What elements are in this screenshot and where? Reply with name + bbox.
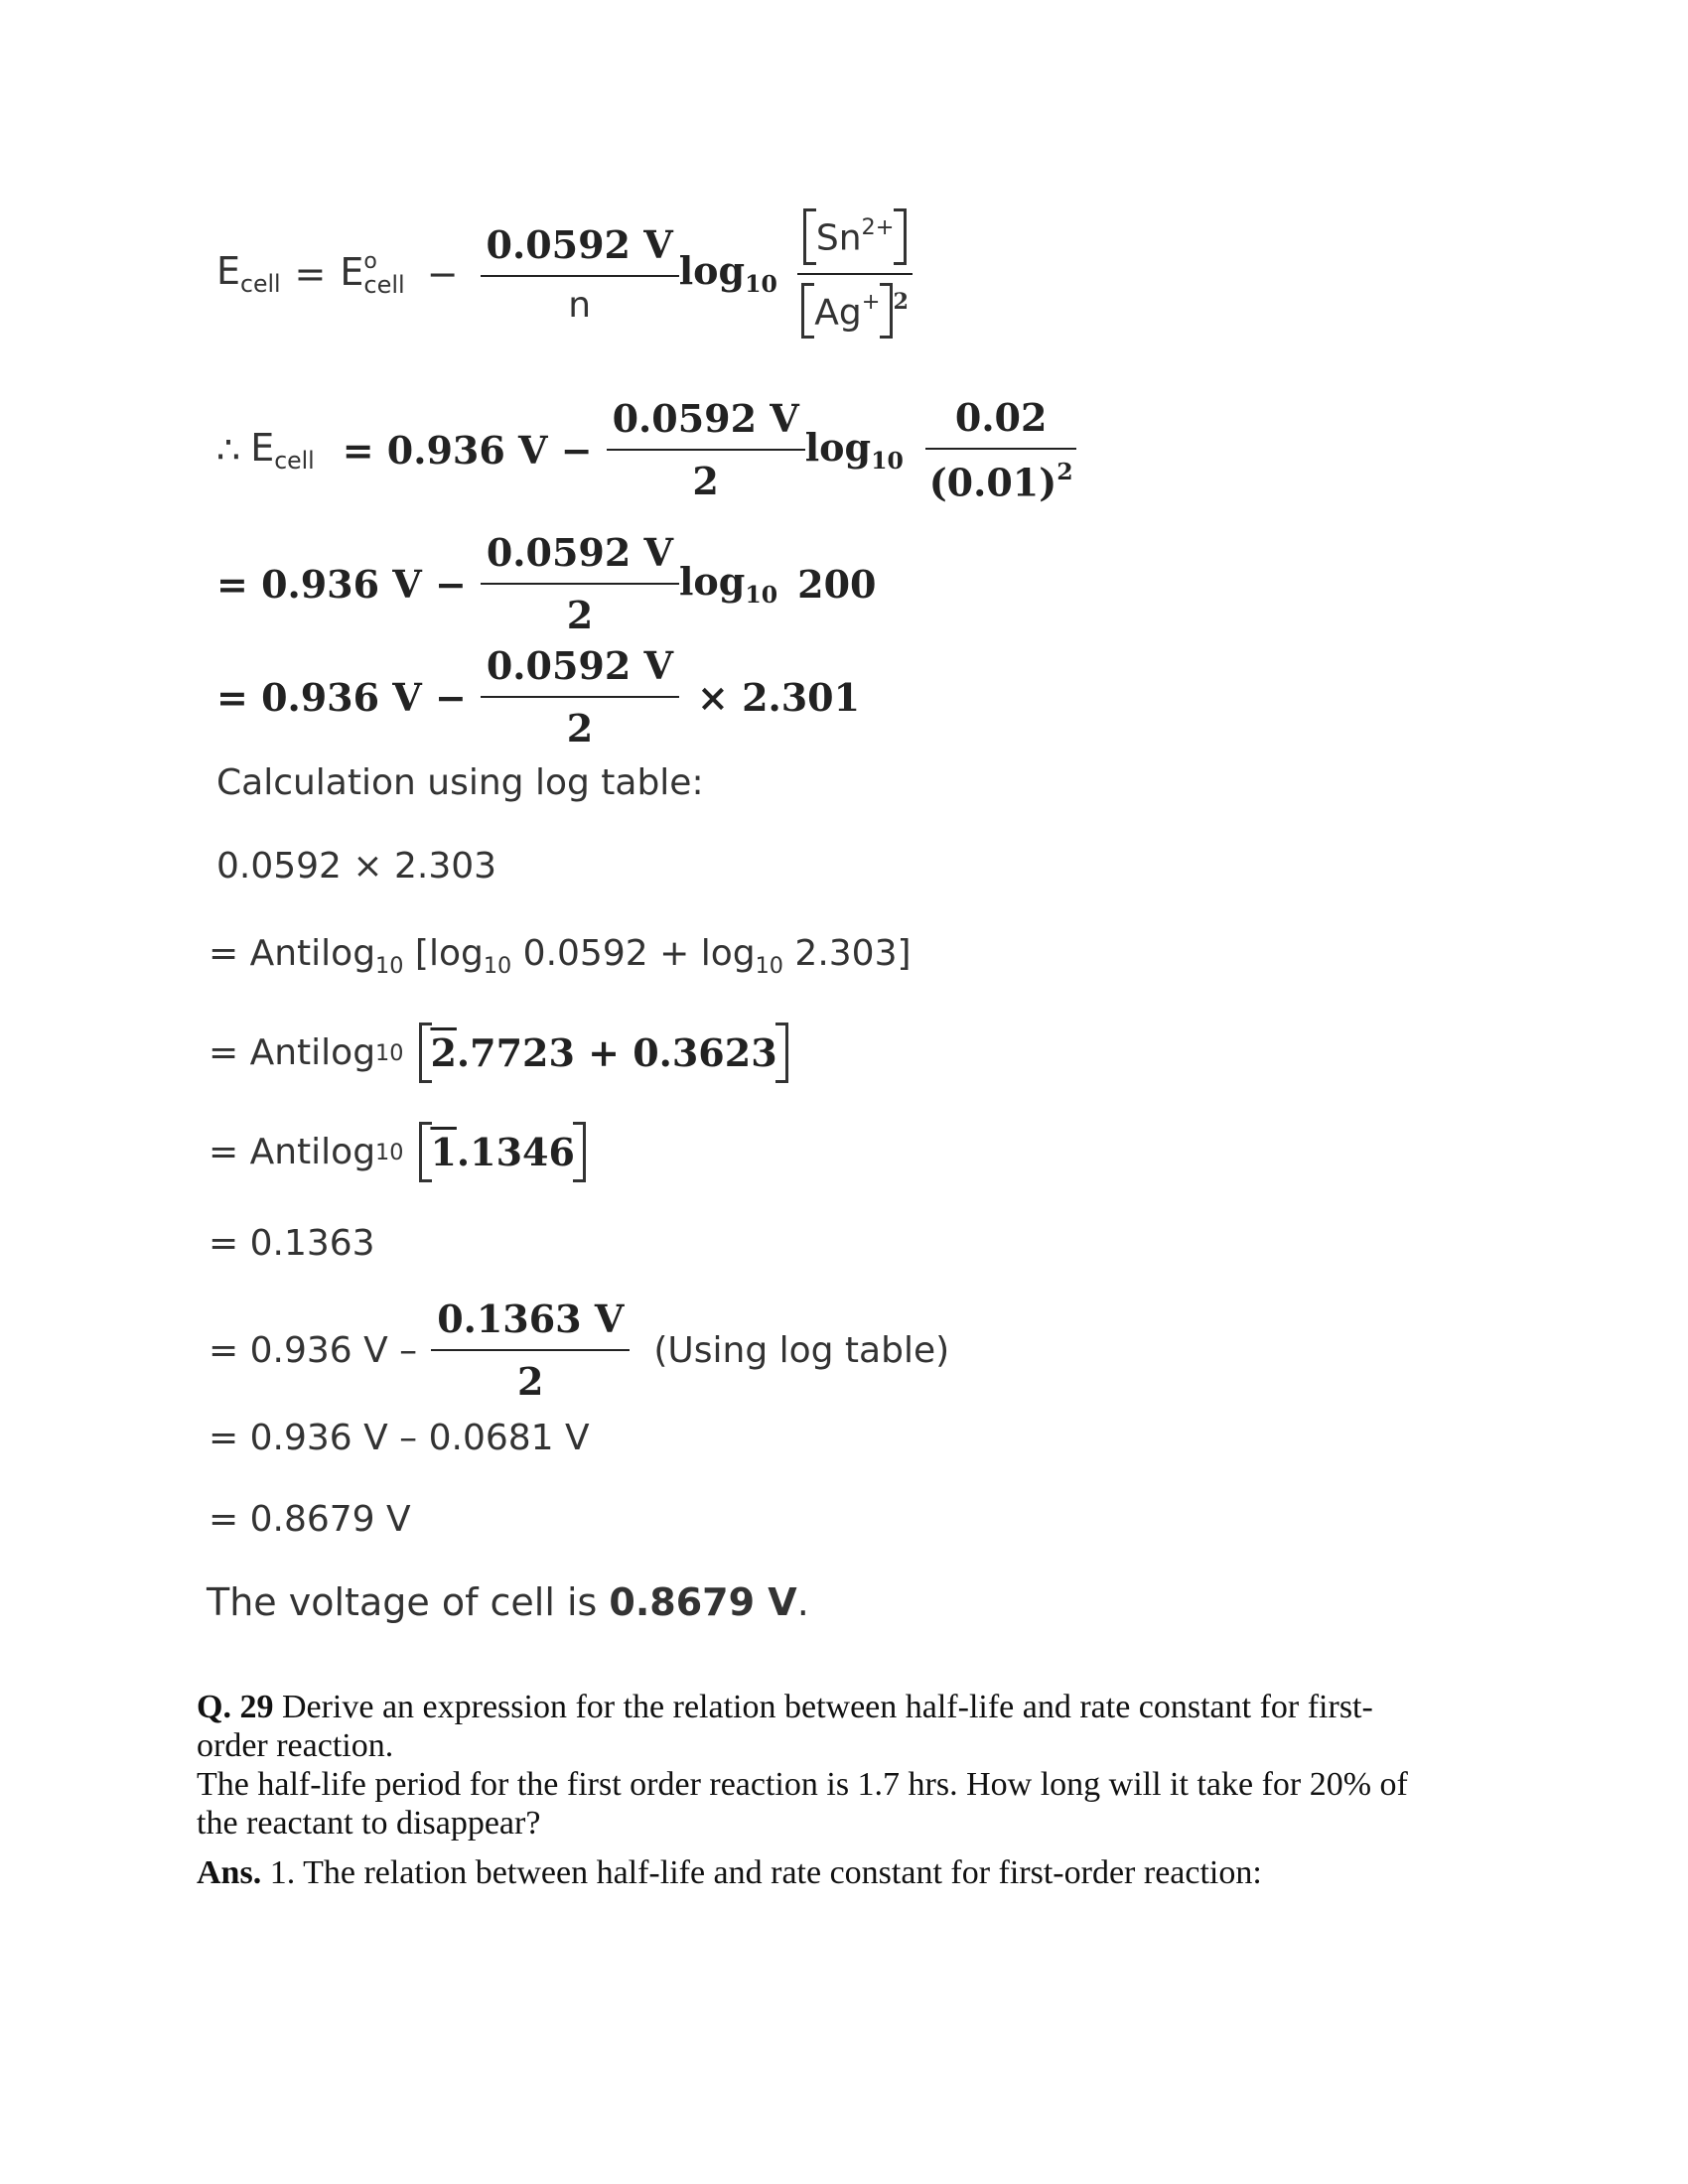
question-29: Q. 29 Derive an expression for the relation between half-life and rate constant for first- order reaction. The half-life period for the first order reaction is 1.7 hrs. How long will it take for 20% of the reactant to disappear? <box>197 1689 1408 1842</box>
answer-label: Ans. <box>197 1854 262 1891</box>
concentration-fraction: $\frac{Sn^{2+}}{Ag^+ ^2}$ <box>797 208 914 339</box>
calc-heading: Calculation using log table: <box>216 762 704 803</box>
antilog-step-1: = Antilog$_{10}$ [$\log_{10}$ $0.0592 + \log_{10} 2.303$] <box>209 933 912 979</box>
answer: Ans. 1. The relation between half-life and rate constant for first-order reaction: <box>197 1854 1262 1891</box>
step-divide: = 0.936 V – $\frac{0.1363 V}{2}$ (Using log table) <box>209 1297 950 1404</box>
conclusion: The voltage of cell is 0.8679 V. <box>207 1580 809 1624</box>
antilog-step-2: = Antilog 10 2.7723 + 0.3623 <box>209 1023 788 1083</box>
e-standard-symbol: E o cell <box>340 249 405 300</box>
step-result-antilog: = 0.1363 <box>209 1223 375 1264</box>
fraction: $\frac{0.0592 V}{n}$ <box>481 222 679 326</box>
nernst-equation: $E_{cell}$ = E o cell − $\frac{0.0592 V}{n}$ $\log_{10}$ $\frac{Sn^{2+}}{Ag^+ ^2}$ <box>216 208 913 339</box>
equation-step-multiply: = 0.936 V − $\frac{0.0592 V}{2}$ × 2.301 <box>216 643 861 751</box>
question-label: Q. 29 <box>197 1689 274 1725</box>
equation-step-log200: = 0.936 V − $\frac{0.0592 V}{2}$ $\log_{10}$ 200 <box>216 530 877 637</box>
antilog-step-3: = Antilog 10 1.1346 <box>209 1122 586 1182</box>
e-cell-symbol: $E_{cell}$ <box>216 248 281 299</box>
step-subtract: = 0.936 V – 0.0681 V <box>209 1418 590 1458</box>
step-final: = 0.8679 V <box>209 1499 411 1540</box>
log-term: $\log_{10}$ <box>678 248 777 299</box>
equation-substitution: ∴ $E_{cell}$ = 0.936 V − $\frac{0.0592 V}{2}$ $\log_{10}$ $\frac{0.02}{(0.01)^2}$ <box>216 395 1076 504</box>
calc-product: 0.0592 × 2.303 <box>216 846 497 887</box>
